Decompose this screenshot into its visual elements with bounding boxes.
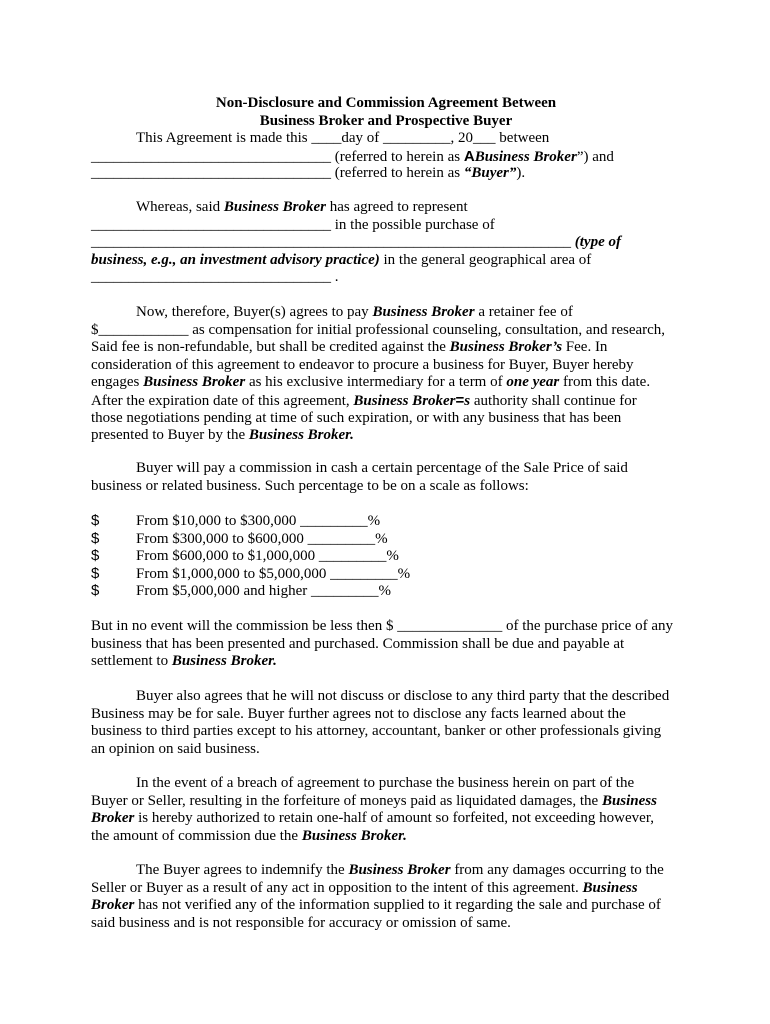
- retainer-line-2: $____________ as compensation for initial professional counseling, consultation, and research,: [91, 321, 666, 338]
- intro-line-3: [91, 165, 691, 183]
- term-business-broker: Business Broker: [372, 304, 475, 320]
- minimum-commission-paragraph: [91, 618, 691, 671]
- term-business-broker: Business Broker: [348, 862, 451, 878]
- scale-text: From $300,000 to $600,000 _________%: [136, 530, 388, 547]
- retainer-text: from this date.: [559, 374, 651, 391]
- scale-text: From $600,000 to $1,000,000 _________%: [136, 548, 399, 565]
- scale-text: From $5,000,000 and higher _________%: [136, 583, 391, 600]
- title-line-1: Non-Disclosure and Commission Agreement Between: [215, 95, 557, 111]
- dollar-bullet-icon: $: [91, 529, 100, 547]
- whereas-text: in the general geographical area of: [379, 251, 592, 268]
- retainer-text: Now, therefore, Buyer(s) agrees to pay: [136, 304, 373, 320]
- type-of-label: (type of: [571, 234, 621, 251]
- intro-line-2: [91, 148, 691, 166]
- breach-text: the amount of commission due the: [91, 827, 302, 844]
- term-business-broker: Business Broker: [143, 374, 246, 391]
- dollar-bullet-icon: $: [91, 564, 100, 582]
- dollar-bullet-icon: $: [91, 547, 100, 565]
- list-item: [91, 512, 691, 530]
- term-business-broker: Business: [601, 792, 657, 809]
- indemnify-paragraph: [91, 862, 691, 932]
- seller-blank: ________________________________: [91, 216, 331, 233]
- term-business-broker: Broker: [91, 897, 135, 914]
- commission-line-2: business or related business. Such percentage to be on a scale as follows:: [91, 477, 529, 494]
- whereas-text: has agreed to represent: [326, 199, 468, 215]
- minimum-line-2: business that has been presented and purchased. Commission shall be due and payable at: [91, 635, 625, 652]
- retainer-line-7: those negotiations pending at time of such expiration, or with any business that has been: [91, 409, 622, 426]
- indemnify-line-2: [91, 880, 691, 898]
- nondisclosure-line-2: Business may be for sale. Buyer further agrees not to disclose any facts learned about the: [91, 705, 626, 722]
- dollar-bullet-icon: $: [91, 512, 100, 529]
- nondisclosure-line-1: Buyer also agrees that he will not discuss or disclose to any third party that the described: [136, 688, 670, 704]
- area-blank: ________________________________: [91, 269, 331, 286]
- term-business-broker: Broker: [91, 810, 135, 827]
- retainer-text: authority shall continue for: [470, 392, 637, 409]
- possessive-s: s: [464, 392, 471, 409]
- scale-text: From $1,000,000 to $5,000,000 _________%: [136, 565, 411, 582]
- term-business-broker: Business Broker: [223, 199, 327, 215]
- term-buyer: “Buyer”: [463, 165, 517, 182]
- intro-line-1: This Agreement is made this ____day of _________, 20___ between: [136, 130, 550, 146]
- commission-scale-list: [91, 512, 691, 600]
- intro-text-end: ).: [516, 165, 526, 182]
- title-line-2: Business Broker and Prospective Buyer: [259, 112, 513, 129]
- business-type-blank: ________________________________________________________________: [91, 234, 571, 251]
- whereas-line-4: [91, 252, 691, 270]
- whereas-line-1: [91, 199, 691, 217]
- breach-text: is hereby authorized to retain one-half of amount so forfeited, not exceeding however,: [134, 810, 654, 827]
- buyer-name-blank: ________________________________: [91, 165, 331, 182]
- indemnify-text: Seller or Buyer as a result of any act in opposition to the intent of this agreement.: [91, 879, 583, 896]
- term-business-broker: Business Broker: [474, 148, 577, 165]
- term-business-broker: Business Broker: [353, 392, 456, 409]
- retainer-line-8: [91, 427, 691, 445]
- breach-line-4: [91, 828, 691, 846]
- whereas-line-5: [91, 269, 691, 287]
- commission-line-1: Buyer will pay a commission in cash a certain percentage of the Sale Price of said: [136, 460, 628, 476]
- term-business-broker: Business: [582, 879, 638, 896]
- indemnify-line-4: said business and is not responsible for accuracy or omission of same.: [91, 914, 511, 931]
- breach-line-1: In the event of a breach of agreement to purchase the business herein on part of the: [136, 775, 635, 791]
- term-business-broker: Business Broker.: [171, 653, 277, 670]
- retainer-text: engages: [91, 374, 144, 391]
- retainer-line-3: [91, 339, 691, 357]
- business-example: business, e.g., an investment advisory practice): [91, 251, 380, 268]
- broker-name-blank: ________________________________: [91, 148, 331, 165]
- nondisclosure-paragraph: [91, 688, 691, 758]
- retainer-text: Fee. In: [562, 339, 608, 356]
- term-business-broker: Business Broker.: [248, 427, 354, 444]
- minimum-line-3: [91, 653, 691, 671]
- term-business-broker: Business Broker.: [301, 827, 407, 844]
- list-item: [91, 547, 691, 565]
- whereas-text-end: .: [331, 269, 339, 286]
- retainer-text: After the expiration date of this agreement,: [91, 392, 354, 409]
- term-business-broker: Business Broker’s: [449, 339, 563, 356]
- dollar-bullet-icon: $: [91, 582, 100, 600]
- breach-line-2: [91, 793, 691, 811]
- list-item: [91, 565, 691, 583]
- intro-text-end: ”) and: [576, 148, 614, 165]
- commission-paragraph: [91, 460, 691, 495]
- minimum-line-1: But in no event will the commission be less then $ ______________ of the purchase price of any: [91, 618, 673, 634]
- breach-paragraph: [91, 775, 691, 845]
- breach-line-3: [91, 810, 691, 828]
- nondisclosure-line-3: business to third parties except to his attorney, accountant, banker or other professionals giving: [91, 723, 662, 740]
- retainer-text: presented to Buyer by the: [91, 427, 249, 444]
- minimum-text: settlement to: [91, 653, 172, 670]
- intro-text: (referred to herein as: [331, 148, 464, 165]
- indemnify-line-1: [91, 862, 691, 880]
- whereas-paragraph: [91, 199, 691, 287]
- retainer-line-1: [91, 304, 691, 322]
- retainer-line-4: consideration of this agreement to endeavor to procure a business for Buyer, Buyer hereby: [91, 356, 634, 373]
- whereas-text: Whereas, said: [136, 199, 224, 215]
- whereas-line-2: [91, 217, 691, 235]
- intro-text: (referred to herein as: [331, 165, 464, 182]
- intro-paragraph: [91, 130, 691, 183]
- retainer-text: a retainer fee of: [474, 304, 573, 320]
- breach-text: Buyer or Seller, resulting in the forfeiture of moneys paid as liquidated damages, the: [91, 792, 602, 809]
- whereas-line-3: [91, 234, 691, 252]
- indemnify-line-3: [91, 897, 691, 915]
- document-title: [91, 95, 681, 130]
- retainer-paragraph: [91, 304, 691, 445]
- nondisclosure-line-4: an opinion on said business.: [91, 740, 260, 757]
- indemnify-text: The Buyer agrees to indemnify the: [136, 862, 349, 878]
- indemnify-text: from any damages occurring to the: [450, 862, 664, 878]
- indemnify-text: has not verified any of the information supplied to it regarding the sale and purchase of: [134, 897, 661, 914]
- list-item: [91, 582, 691, 600]
- term-one-year: one year: [506, 374, 560, 391]
- quote-glyph: A: [463, 147, 475, 165]
- list-item: [91, 530, 691, 548]
- retainer-line-6: [91, 392, 691, 410]
- whereas-text: in the possible purchase of: [331, 216, 495, 233]
- scale-text: From $10,000 to $300,000 _________%: [136, 513, 381, 529]
- equals-glyph: =: [455, 391, 465, 409]
- retainer-text: Said fee is non-refundable, but shall be credited against the: [91, 339, 450, 356]
- retainer-text: as his exclusive intermediary for a term of: [245, 374, 507, 391]
- retainer-line-5: [91, 374, 691, 392]
